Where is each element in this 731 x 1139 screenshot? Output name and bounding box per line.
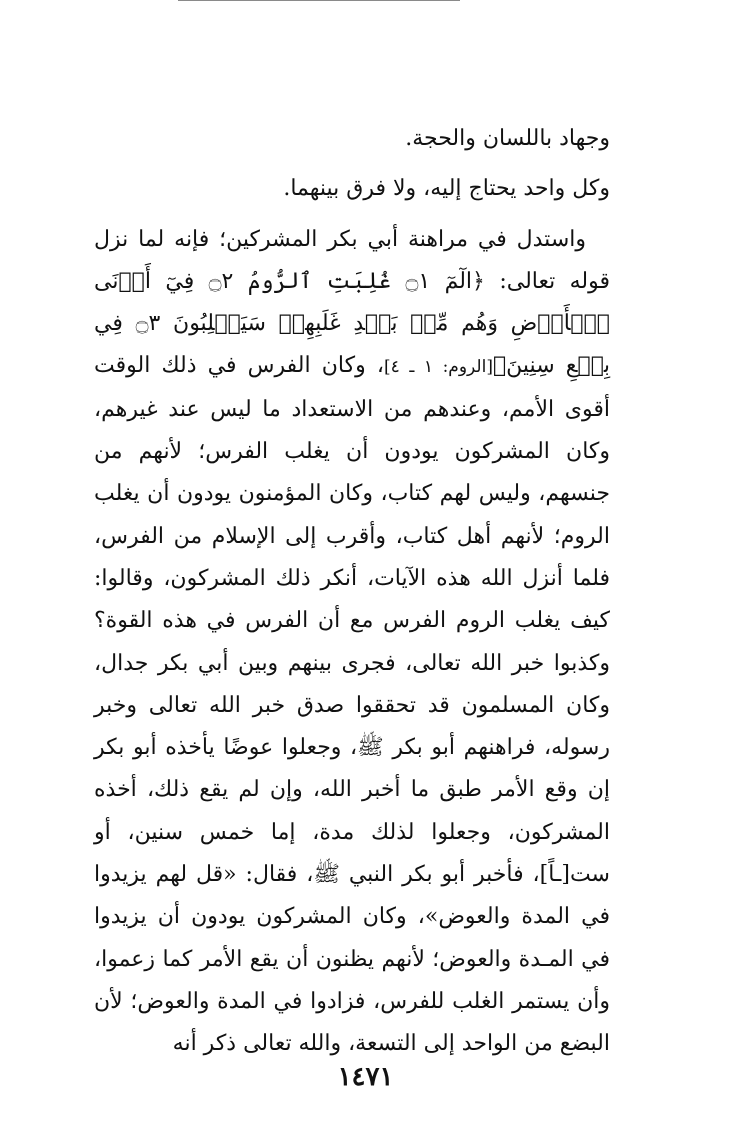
paragraph-1: وجهاد باللسان والحجة. — [405, 126, 610, 151]
header-rule — [178, 0, 460, 1]
paragraph-2: وكل واحد يحتاج إليه، ولا فرق بينهما. — [283, 176, 610, 202]
paragraph-3-body: ، وكان الفرس في ذلك الوقت أقوى الأمم، وعندهم من الاستعداد ما ليس عند غيرهم، وكان المشركون يودون أن يغلب الفرس؛ لأنهم من جنسهم، وليس لهم كتاب، وكان المؤمنون يودون أن يغلب الروم؛ لأنهم أهل كتاب، وأقرب إلى الإسلام من الفرس، فلما أنزل الله هذه الآيات، أنكر ذلك المشركون، وقالوا: كيف يغلب الروم الفرس مع أن الفرس في هذه القوة؟ وكذبوا خبر الله تعالى، فجرى بينهم وبين أبي بكر جدال، وكان المسلمون قد تحققوا صدق خبر الله تعالى وخبر رسوله، فراهنهم أبو بكر ﷺ، وجعلوا عوضًا يأخذه أبو بكر إن وقع الأمر طبق ما أخبر الله، وإن لم يقع ذلك، أخذه المشركون، وجعلوا لذلك مدة، إما خمس سنين، أو ست[ـاً]، فأخبر أبو بكر النبي ﷺ، فقال: «قل لهم يزيدوا في المدة والعوض»، وكان المشركون يودون أن يزيدوا في المـدة والعوض؛ لأنهم يظنون أن يقع الأمر كما زعموا، وأن يستمر الغلب للفرس، فزادوا في المدة والعوض؛ لأن البضع من الواحد إلى التسعة، والله تعالى ذكر أنه — [94, 353, 610, 1057]
page-body — [94, 118, 610, 1066]
quran-verse: ﴿الٓمٓ ۝١ غُلِبَتِ ٱلرُّومُ ۝٢ فِيٓ أَدۡنَى ٱلۡأَرۡضِ وَهُم مِّنۢ بَعۡدِ غَلَبِهِمۡ سَيَغۡلِبُونَ ۝٣ فِي بِضۡعِ سِنِينَ﴾ — [94, 268, 611, 379]
page-number: ١٤٧١ — [337, 1062, 394, 1092]
paragraph-3 — [94, 219, 610, 1066]
paragraph-3-intro: واستدل في مراهنة أبي بكر المشركين؛ فإنه لما نزل قوله تعالى: — [94, 226, 610, 294]
verse-reference: [الروم: ١ ـ ٤] — [383, 357, 493, 378]
